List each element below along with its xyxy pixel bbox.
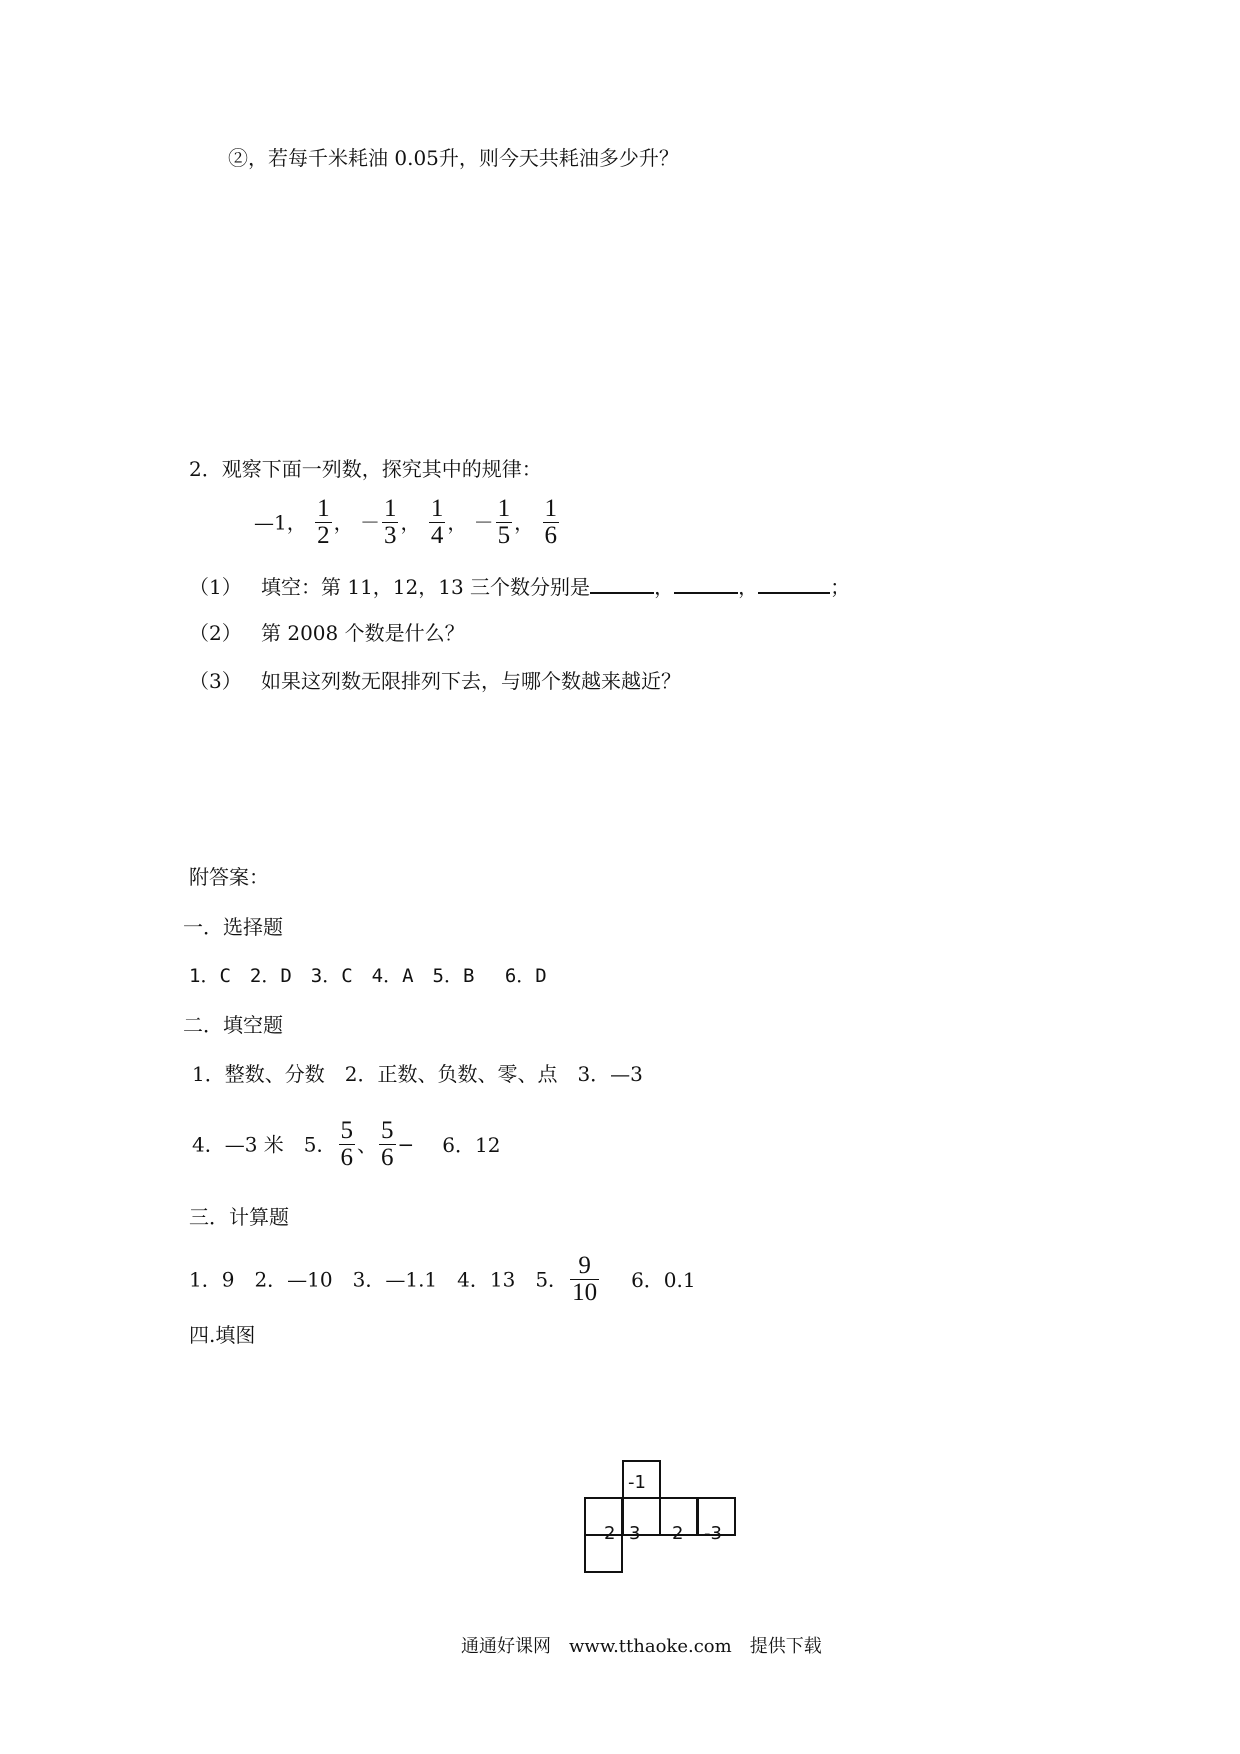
seq-fraction-5-num: 1 xyxy=(544,495,558,522)
sec3-line-suffix: 6．0.1 xyxy=(631,1267,696,1292)
sec2-fraction-1 xyxy=(339,1118,356,1171)
q2-title: 2．观察下面一列数，探究其中的规律： xyxy=(189,457,542,481)
answers-title: 附答案： xyxy=(189,865,269,889)
sub1-text: 填空：第 11，12，13 三个数分别是 xyxy=(261,575,591,599)
net-label-1: 2 xyxy=(604,1523,616,1544)
sec3-fraction-num: 9 xyxy=(578,1252,591,1279)
net-square-top xyxy=(622,1460,661,1499)
sub1-number: （1） xyxy=(189,575,242,599)
seq-fraction-5-den: 6 xyxy=(544,522,558,549)
seq-comma-2: ， xyxy=(400,510,421,535)
seq-fraction-4 xyxy=(496,496,513,549)
section3-title: 三．计算题 xyxy=(189,1205,289,1229)
seq-fraction-5 xyxy=(543,496,560,549)
sec2-fraction-2 xyxy=(379,1118,396,1171)
sub2-number: （2） xyxy=(189,621,242,645)
seq-fraction-1 xyxy=(315,496,332,549)
answer-blank-3[interactable] xyxy=(758,574,830,594)
sec3-fraction-den: 10 xyxy=(572,1279,598,1306)
q2-sequence xyxy=(254,496,561,549)
seq-fraction-3-num: 1 xyxy=(430,495,444,522)
q1-part2-text: ②，若每千米耗油 0.05升，则今天共耗油多少升？ xyxy=(228,146,679,170)
seq-fraction-3 xyxy=(429,496,446,549)
net-square-bottom xyxy=(584,1534,623,1573)
sec2-fraction-2-suffix: − xyxy=(397,1132,415,1157)
seq-fraction-3-den: 4 xyxy=(430,522,444,549)
sec2-fraction-2-den: 6 xyxy=(381,1144,394,1171)
sub1-sep-1: ， xyxy=(654,575,675,599)
seq-comma-3: ， xyxy=(447,510,468,535)
sec3-line-prefix: 1．9 2．—10 3．—1.1 4．13 5． xyxy=(189,1267,569,1292)
section4-title: 四.填图 xyxy=(189,1323,256,1347)
sec2-fraction-1-den: 6 xyxy=(340,1144,354,1171)
section1-answers: 1．C 2．D 3．C 4．A 5．B 6．D xyxy=(189,965,547,987)
answer-blank-1[interactable] xyxy=(590,574,654,594)
seq-fraction-2 xyxy=(382,496,399,549)
section2-answers-line1: 1．整数、分数 2．正数、负数、零、点 3．—3 xyxy=(192,1062,643,1086)
q2-sub1 xyxy=(189,574,850,599)
sec2-fraction-2-num: 5 xyxy=(381,1117,394,1144)
sec2-separator: 、 xyxy=(357,1132,378,1157)
seq-fraction-1-den: 2 xyxy=(317,522,330,549)
seq-comma-4: ， xyxy=(514,510,535,535)
sub1-end: ； xyxy=(830,575,851,599)
sub1-sep-2: ， xyxy=(738,575,759,599)
sec2-line2-suffix: 6．12 xyxy=(442,1132,501,1157)
q2-sub2 xyxy=(189,621,465,645)
net-square-row-4 xyxy=(697,1497,736,1536)
net-label-top: -1 xyxy=(628,1472,646,1493)
seq-comma-1: ， xyxy=(333,510,354,535)
sub3-number: （3） xyxy=(189,669,242,693)
section1-title: 一．选择题 xyxy=(183,915,283,939)
seq-fraction-4-num: 1 xyxy=(497,495,511,522)
net-label-3: 2 xyxy=(672,1523,684,1544)
sec2-fraction-1-num: 5 xyxy=(340,1117,354,1144)
sub2-text: 第 2008 个数是什么？ xyxy=(261,621,465,645)
q2-sub3 xyxy=(189,669,681,693)
section2-answers-line2 xyxy=(192,1118,500,1171)
seq-fraction-4-den: 5 xyxy=(497,522,511,549)
sub3-text: 如果这列数无限排列下去，与哪个数越来越近？ xyxy=(261,669,681,693)
section2-title: 二．填空题 xyxy=(183,1013,283,1037)
seq-first-term: —1， xyxy=(254,510,307,535)
net-square-row-2 xyxy=(622,1497,661,1536)
seq-sign-4: － xyxy=(473,510,494,535)
seq-fraction-2-den: 3 xyxy=(383,522,397,549)
net-square-row-1 xyxy=(584,1497,623,1536)
seq-sign-2: － xyxy=(359,510,380,535)
sec3-fraction xyxy=(570,1253,599,1306)
sec2-line2-prefix: 4．—3 米 5． xyxy=(192,1132,337,1157)
answer-blank-2[interactable] xyxy=(674,574,738,594)
seq-fraction-1-num: 1 xyxy=(317,495,330,522)
net-square-row-3 xyxy=(659,1497,698,1536)
section3-answers xyxy=(189,1253,696,1306)
seq-fraction-2-num: 1 xyxy=(383,495,397,522)
net-label-2: 3 xyxy=(629,1523,641,1544)
page-footer: 通通好课网 www.tthaoke.com 提供下载 xyxy=(461,1636,822,1657)
net-label-4: -3 xyxy=(704,1523,722,1544)
